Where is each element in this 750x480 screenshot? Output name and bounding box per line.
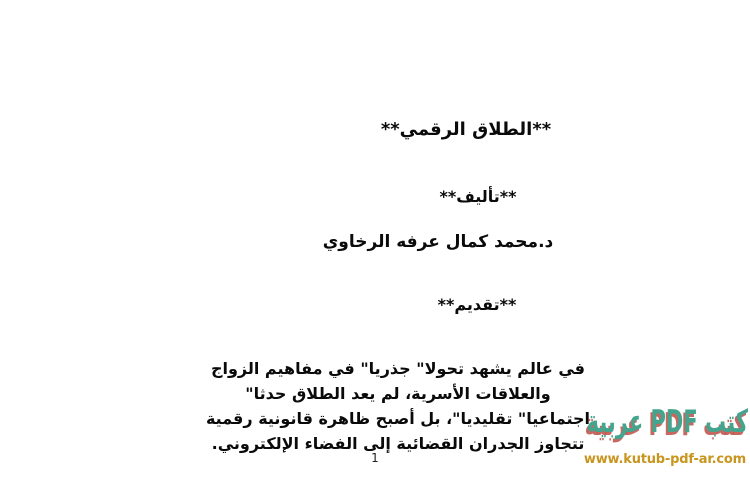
paragraph-line: تتجاوز الجدران القضائية إلى الفضاء الإلكتروني. — [211, 434, 585, 453]
watermark-brand-text: كتب PDF عربية — [586, 403, 748, 440]
byline-heading: **تأليف** — [439, 187, 517, 206]
preface-heading: **تقديم** — [437, 295, 517, 314]
paragraph-line: في عالم يشهد تحولا" جذريا" في مفاهيم الزواج — [210, 359, 586, 378]
watermark-site-url: www.kutub-pdf-ar.com — [583, 452, 746, 467]
book-title: **الطلاق الرقمي** — [380, 119, 552, 140]
page-number: 1 — [371, 451, 379, 465]
author-name: د.محمد كمال عرفه الرخاوي — [322, 232, 554, 252]
intro-paragraph — [188, 356, 608, 456]
paragraph-line: اجتماعيا" تقليديا"، بل أصبح ظاهرة قانونية رقمية — [205, 409, 591, 428]
paragraph-line: والعلاقات الأسرية، لم يعد الطلاق حدثا" — [245, 384, 551, 403]
